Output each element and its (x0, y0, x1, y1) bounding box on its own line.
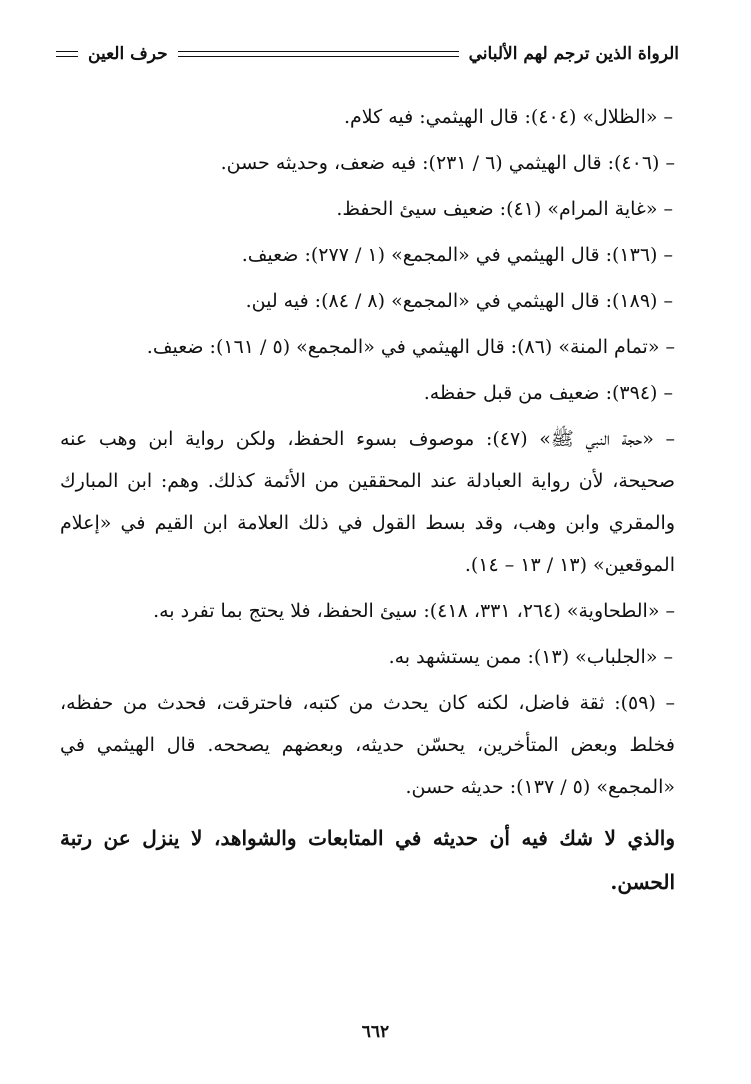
entry: – (١٣٦): قال الهيثمي في «المجمع» (١ / ٢٧٧): ضعيف. (241, 244, 673, 266)
entry: – «الجلباب» (١٣): ممن يستشهد به. (388, 646, 673, 668)
entry: – «غاية المرام» (٤١): ضعيف سيئ الحفظ. (336, 198, 673, 220)
entry: – (٤٠٦): قال الهيثمي (٦ / ٢٣١): فيه ضعف، وحديثه حسن. (220, 152, 675, 174)
entry: – (١٨٩): قال الهيثمي في «المجمع» (٨ / ٨٤): فيه لين. (245, 290, 673, 312)
entry: – «حجة النبي ﷺ» (٤٧): موصوف بسوء الحفظ، ولكن رواية ابن وهب عنه صحيحة، لأن رواية العبادلة عند المحققين من الأئمة كذلك. وهم: ابن المبارك والمقري وابن وهب، وقد بسط القول في ذلك العلامة ابن القيم في «إعلام الموقعين» (١٣ / ١٣ – ١٤). (60, 428, 675, 576)
book-title: الرواة الذين ترجم لهم الألباني (468, 44, 679, 64)
header-rule-stub (56, 51, 78, 57)
entry: – «الطحاوية» (٢٦٤، ٣٣١، ٤١٨): سيئ الحفظ، فلا يحتج بما تفرد به. (153, 600, 675, 622)
entry: – (٥٩): ثقة فاضل، لكنه كان يحدث من كتبه، فاحترقت، فحدث من حفظه، فخلط وبعض المتأخرين، يحسّن حديثه، وبعضهم يصححه. قال الهيثمي في «المجمع» (٥ / ١٣٧): حديثه حسن. (60, 692, 675, 798)
header-rule (178, 51, 459, 57)
running-head (56, 44, 679, 64)
conclusion: والذي لا شك فيه أن حديثه في المتابعات والشواهد، لا ينزل عن رتبة الحسن. (60, 826, 675, 894)
section-title: حرف العين (88, 44, 168, 64)
page-number: ٦٦٢ (361, 1022, 390, 1042)
entry: – (٣٩٤): ضعيف من قبل حفظه. (423, 382, 673, 404)
entry: – «الظلال» (٤٠٤): قال الهيثمي: فيه كلام. (343, 106, 673, 128)
page-body (60, 96, 675, 908)
entry: – «تمام المنة» (٨٦): قال الهيثمي في «المجمع» (٥ / ١٦١): ضعيف. (146, 336, 675, 358)
